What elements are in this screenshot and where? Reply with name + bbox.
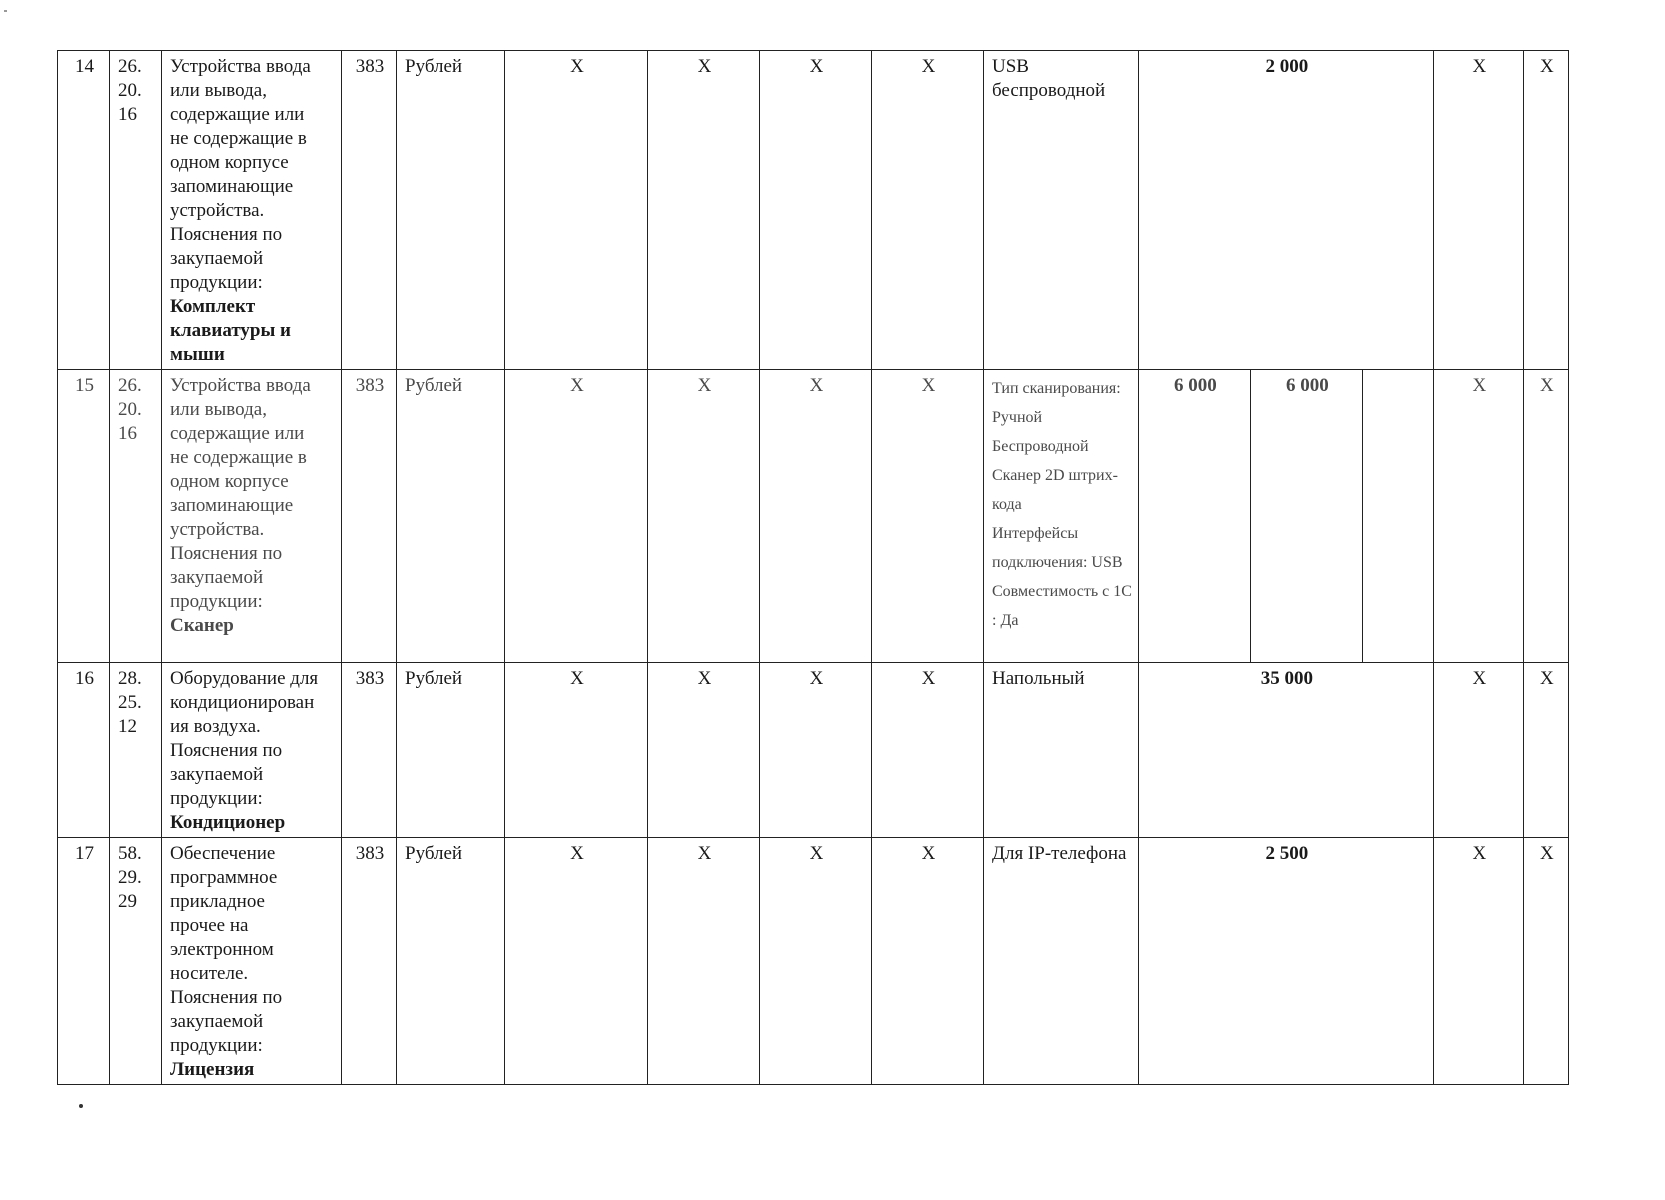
unit-code: 383: [342, 51, 397, 370]
okpd-code: 58. 29. 29: [110, 838, 162, 1085]
item-description: Устройства ввода или вывода, содержащие или не содержащие в одном корпусе запоминающие устройства. Пояснения по закупаемой продукции: Сканер: [162, 370, 342, 663]
unit-code: 383: [342, 370, 397, 663]
x-cell: X: [505, 838, 648, 1085]
unit-name: Рублей: [397, 663, 505, 838]
okpd-code: 26. 20. 16: [110, 370, 162, 663]
x-cell: X: [1433, 838, 1523, 1085]
x-cell: X: [760, 838, 872, 1085]
x-cell: X: [872, 838, 984, 1085]
price-cell: 35 000: [1138, 663, 1433, 838]
x-cell: X: [505, 663, 648, 838]
x-cell: X: [1523, 663, 1568, 838]
procurement-table: [57, 50, 1569, 1085]
scan-artifact-dot: [79, 1104, 83, 1108]
row-number: 16: [58, 663, 110, 838]
item-description: Устройства ввода или вывода, содержащие или не содержащие в одном корпусе запоминающие устройства. Пояснения по закупаемой продукции: Комплект клавиатуры и мыши: [162, 51, 342, 370]
x-cell: X: [505, 370, 648, 663]
product-name: Лицензия: [170, 1059, 255, 1080]
item-description: Обеспечение программное прикладное прочее на электронном носителе. Пояснения по закупаемой продукции: Лицензия: [162, 838, 342, 1085]
spec-cell: USB беспроводной: [984, 51, 1139, 370]
spec-cell: Напольный: [984, 663, 1139, 838]
x-cell: X: [648, 51, 760, 370]
spec-cell: Тип сканирования: Ручной Беспроводной Сканер 2D штрих- кода Интерфейсы подключения: USB Совместимость с 1С : Да: [984, 370, 1139, 663]
okpd-code: 28. 25. 12: [110, 663, 162, 838]
item-description: Оборудование для кондиционирован ия воздуха. Пояснения по закупаемой продукции: Кондиционер: [162, 663, 342, 838]
unit-code: 383: [342, 663, 397, 838]
x-cell: X: [1433, 663, 1523, 838]
table-row: [58, 663, 1569, 838]
x-cell: X: [1523, 51, 1568, 370]
x-cell: X: [760, 663, 872, 838]
spec-cell: Для IP-телефона: [984, 838, 1139, 1085]
unit-name: Рублей: [397, 838, 505, 1085]
x-cell: X: [760, 51, 872, 370]
x-cell: X: [1433, 51, 1523, 370]
x-cell: X: [505, 51, 648, 370]
row-number: 17: [58, 838, 110, 1085]
unit-code: 383: [342, 838, 397, 1085]
row-number: 14: [58, 51, 110, 370]
x-cell: X: [1523, 838, 1568, 1085]
table-row: [58, 51, 1569, 370]
price-cell-b: 6 000: [1250, 370, 1362, 663]
x-cell: X: [760, 370, 872, 663]
x-cell: X: [872, 663, 984, 838]
x-cell: X: [648, 370, 760, 663]
row-number: 15: [58, 370, 110, 663]
price-cell: 2 500: [1138, 838, 1433, 1085]
product-name: Кондиционер: [170, 812, 286, 833]
unit-name: Рублей: [397, 370, 505, 663]
table-row: [58, 370, 1569, 663]
x-cell: X: [1523, 370, 1568, 663]
x-cell: X: [648, 838, 760, 1085]
unit-name: Рублей: [397, 51, 505, 370]
scan-artifact: [4, 10, 7, 12]
product-name: Комплект: [170, 296, 256, 317]
product-name: Сканер: [170, 615, 234, 636]
x-cell: X: [1433, 370, 1523, 663]
x-cell: X: [872, 370, 984, 663]
x-cell: X: [648, 663, 760, 838]
price-cell-a: 6 000: [1138, 370, 1250, 663]
x-cell: X: [872, 51, 984, 370]
empty-cell: [1362, 370, 1433, 663]
table-row: [58, 838, 1569, 1085]
price-cell: 2 000: [1138, 51, 1433, 370]
okpd-code: 26. 20. 16: [110, 51, 162, 370]
